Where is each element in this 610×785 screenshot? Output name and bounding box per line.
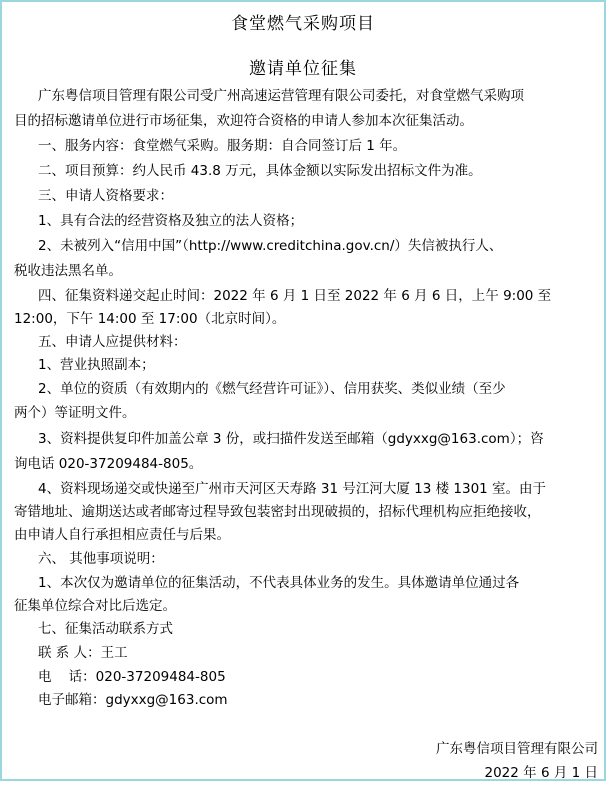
contact-email: 电子邮箱：gdyxxg@163.com [38, 692, 228, 708]
section-1: 一、服务内容：食堂燃气采购。服务期：自合同签订后 1 年。 [38, 138, 407, 154]
section-3-item-2b: 税收违法黑名单。 [14, 263, 122, 279]
section-4-line-1: 四、征集资料递交起止时间：2022 年 6 月 1 日至 2022 年 6 月 6 日，上午 9:00 至 [38, 288, 552, 304]
section-5-item-2a: 2、单位的资质（有效期内的《燃气经营许可证》）、信用获奖、类似业绩（至少 [38, 381, 506, 397]
section-5-item-1: 1、营业执照副本； [38, 357, 155, 373]
section-6-heading: 六、 其他事项说明： [38, 551, 164, 567]
section-6-item-1a: 1、本次仅为邀请单位的征集活动，不代表具体业务的发生。具体邀请单位通过各 [38, 575, 520, 591]
intro-line-2: 目的招标邀请单位进行市场征集，欢迎符合资格的申请人参加本次征集活动。 [14, 113, 473, 129]
section-5-item-4c: 由申请人自行承担相应责任与后果。 [14, 527, 230, 543]
section-6-item-1b: 征集单位综合对比后选定。 [14, 598, 176, 614]
section-5-item-2b: 两个）等证明文件。 [14, 405, 136, 421]
section-3-heading: 三、申请人资格要求： [38, 188, 173, 204]
document-title: 食堂燃气采购项目 [231, 14, 375, 34]
section-5-item-4a: 4、资料现场递交或快递至广州市天河区天寿路 31 号江河大厦 13 楼 1301 室。由于 [38, 481, 547, 497]
document-subtitle: 邀请单位征集 [249, 59, 357, 79]
footer-company: 广东粤信项目管理有限公司 [436, 741, 598, 757]
section-7-heading: 七、征集活动联系方式 [38, 621, 173, 637]
section-5-item-4b: 寄错地址、逾期送达或者邮寄过程导致包装密封出现破损的，招标代理机构应拒绝接收， [14, 504, 541, 520]
section-5-item-3b: 询电话 020-37209484-805。 [14, 456, 203, 472]
section-5-heading: 五、申请人应提供材料： [38, 334, 187, 350]
contact-phone: 电 话：020-37209484-805 [38, 669, 226, 685]
intro-line-1: 广东粤信项目管理有限公司受广州高速运营管理有限公司委托，对食堂燃气采购项 [38, 88, 524, 104]
section-5-item-3a: 3、资料提供复印件加盖公章 3 份，或扫描件发送至邮箱（gdyxxg@163.com）；咨 [38, 431, 544, 447]
section-3-item-1: 1、具有合法的经营资格及独立的法人资格； [38, 213, 304, 229]
section-2: 二、项目预算：约人民币 43.8 万元，具体金额以实际发出招标文件为准。 [38, 163, 482, 179]
section-4-line-2: 12:00，下午 14:00 至 17:00（北京时间）。 [14, 311, 286, 327]
footer-date: 2022 年 6 月 1 日 [484, 765, 598, 781]
section-3-item-2a: 2、未被列入“信用中国”（http://www.creditchina.gov.cn/）失信被执行人、 [38, 238, 503, 254]
contact-person: 联 系 人：王工 [38, 645, 128, 661]
